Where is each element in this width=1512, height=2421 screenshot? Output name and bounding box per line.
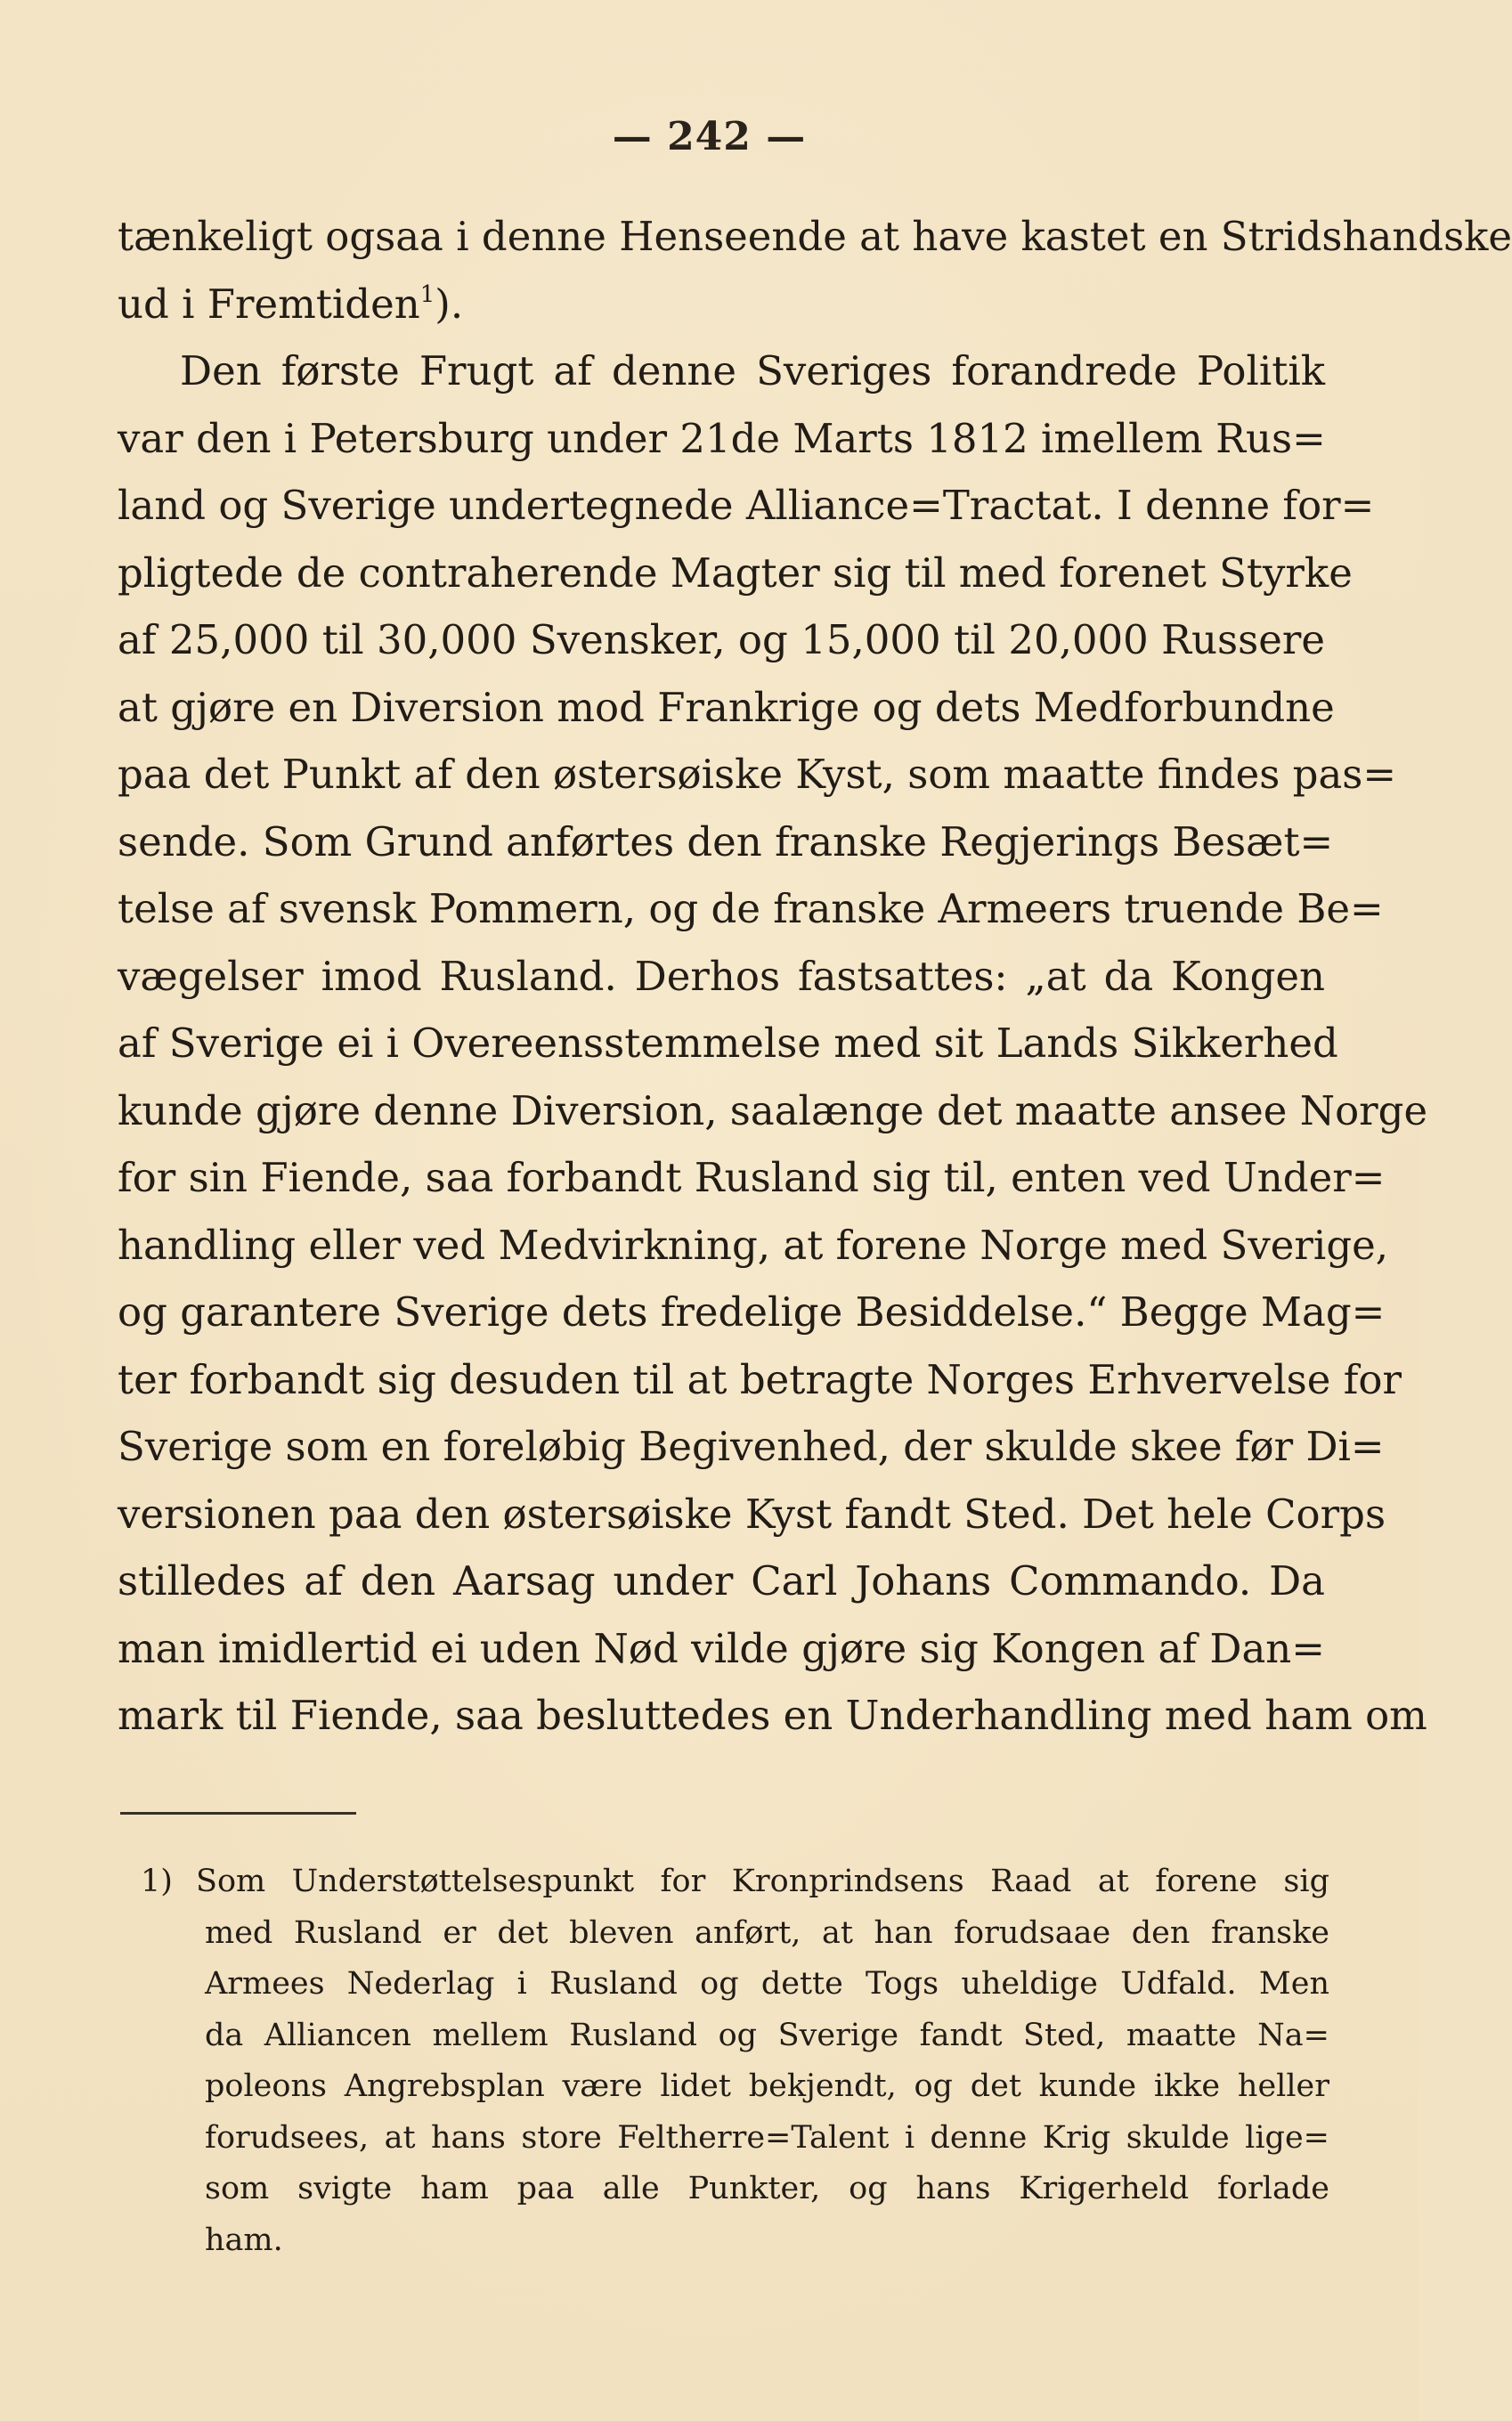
text-line: tænkeligt ogsaa i denne Henseende at have kastet en Stridshandske bbox=[118, 213, 1512, 260]
text-line: kunde gjøre denne Diversion, saalænge det maatte ansee Norge bbox=[118, 1086, 1428, 1134]
text-line: pligtede de contraherende Magter sig til med forenet Styrke bbox=[118, 548, 1353, 597]
footnote-line: ham. bbox=[205, 2222, 283, 2258]
footnote-line: da Alliancen mellem Rusland og Sverige fandt Sted, maatte Na= bbox=[205, 2017, 1329, 2053]
text-line: af 25,000 til 30,000 Svensker, og 15,000 til 20,000 Russere bbox=[118, 616, 1325, 663]
text-line: Sverige som en foreløbig Begivenhed, der skulde skee før Di= bbox=[118, 1423, 1385, 1470]
text-line-content: ud i Fremtiden bbox=[118, 280, 420, 328]
footnote-separator-rule bbox=[120, 1812, 356, 1815]
text-line: vægelser imod Rusland. Derhos fastsattes: „at da Kongen bbox=[118, 952, 1325, 1000]
text-line: man imidlertid ei uden Nød vilde gjøre sig Kongen af Dan= bbox=[118, 1624, 1325, 1672]
text-line: handling eller ved Medvirkning, at forene Norge med Sverige, bbox=[118, 1221, 1389, 1269]
text-line: og garantere Sverige dets fredelige Besiddelse.“ Begge Mag= bbox=[118, 1288, 1386, 1336]
text-line: af Sverige ei i Overeensstemmelse med sit Lands Sikkerhed bbox=[118, 1020, 1338, 1067]
footnote-line: poleons Angrebsplan være lidet bekjendt, og det kunde ikke heller bbox=[205, 2068, 1329, 2104]
page-number: — 242 — bbox=[612, 114, 807, 159]
text-line: sende. Som Grund anførtes den franske Regjerings Besæt= bbox=[118, 817, 1334, 865]
text-line: var den i Petersburg under 21de Marts 1812 imellem Rus= bbox=[118, 414, 1326, 462]
footnote bbox=[141, 1856, 1329, 2266]
footnote-line bbox=[141, 1856, 1329, 1908]
text-line: mark til Fiende, saa besluttedes en Underhandling med ham om bbox=[118, 1692, 1427, 1739]
body-text bbox=[118, 203, 1512, 1750]
footnote-line: som svigte ham paa alle Punkter, og hans Krigerheld forlade bbox=[205, 2171, 1329, 2206]
footnote-line: med Rusland er det bleven anført, at han forudsaae den franske bbox=[205, 1914, 1329, 1951]
text-line bbox=[118, 271, 1325, 338]
text-line: land og Sverige undertegnede Alliance=Tractat. I denne for= bbox=[118, 482, 1375, 529]
text-line: ter forbandt sig desuden til at betragte Norges Erhvervelse for bbox=[118, 1355, 1402, 1403]
text-line: paa det Punkt af den østersøiske Kyst, som maatte findes pas= bbox=[118, 751, 1397, 798]
text-line: at gjøre en Diversion mod Frankrige og dets Medforbundne bbox=[118, 683, 1335, 731]
footnote-reference: 1 bbox=[419, 280, 435, 308]
footnote-line-content: Som Understøttelsespunkt for Kronprindsens Raad at forene sig bbox=[196, 1864, 1329, 1899]
footnote-marker: 1) bbox=[141, 1864, 173, 1899]
footnote-line: forudsees, at hans store Feltherre=Talent i denne Krig skulde lige= bbox=[205, 2119, 1329, 2156]
text-line: for sin Fiende, saa forbandt Rusland sig til, enten ved Under= bbox=[118, 1154, 1386, 1201]
text-line: versionen paa den østersøiske Kyst fandt Sted. Det hele Corps bbox=[118, 1490, 1386, 1538]
text-line: stilledes af den Aarsag under Carl Johans Commando. Da bbox=[118, 1557, 1325, 1605]
text-line: telse af svensk Pommern, og de franske Armeers truende Be= bbox=[118, 885, 1384, 932]
footnote-line: Armees Nederlag i Rusland og dette Togs uheldige Udfald. Men bbox=[205, 1966, 1329, 2002]
footnote-reference-close: ). bbox=[435, 280, 464, 328]
text-line: Den første Frugt af denne Sveriges forandrede Politik bbox=[180, 347, 1325, 394]
